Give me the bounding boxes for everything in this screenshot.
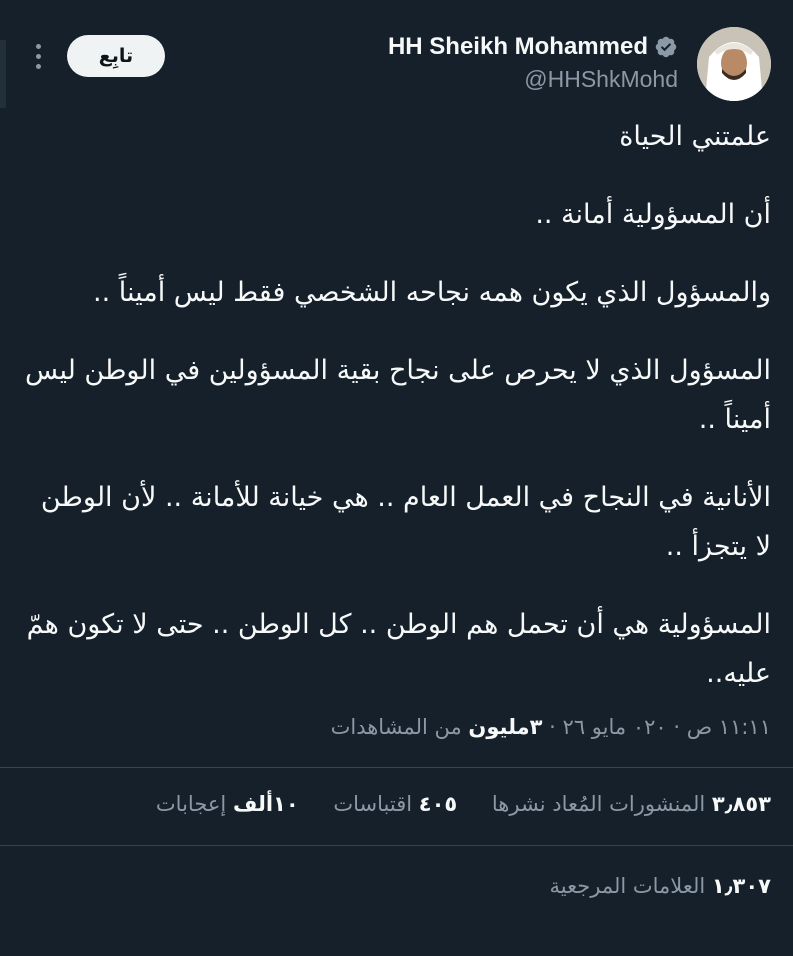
quotes-label: اقتباسات [333,792,413,816]
divider [0,845,793,846]
meta-separator: · [673,715,681,739]
tweet-paragraph: أن المسؤولية أمانة .. [535,199,771,230]
more-dot [36,64,41,69]
name-row [388,30,678,64]
follow-button[interactable]: تابِع [67,35,165,77]
bookmarks-stat[interactable] [550,866,771,906]
bookmarks-count: ١٫٣٠٧ [711,874,771,898]
more-dot [36,54,41,59]
quotes-count: ٤٠٥ [418,792,458,816]
meta-separator: · [549,715,556,739]
divider [0,767,793,768]
tweet-paragraph: المسؤول الذي لا يحرص على نجاح بقية المسؤولين في الوطن ليس أميناً .. [25,355,771,435]
display-name[interactable]: HH Sheikh Mohammed [387,33,648,60]
views-label: من المشاهدات [330,715,462,739]
bookmarks-label: العلامات المرجعية [549,874,706,898]
user-handle[interactable]: @HHShkMohd [524,66,678,92]
likes-count: ١٠ألف [232,792,299,816]
author-info[interactable] [388,30,678,93]
reposts-count: ٣٫٨٥٣ [711,792,771,816]
reposts-stat[interactable] [492,784,771,824]
avatar-image [697,27,771,101]
scroll-edge [0,40,6,108]
tweet-meta [21,707,771,747]
tweet-text [21,112,771,727]
more-vertical-icon [36,44,41,49]
quotes-stat[interactable] [333,784,457,824]
likes-stat[interactable] [156,784,299,824]
views-count: ٣مليون [468,715,543,739]
tweet-paragraph: المسؤولية هي أن تحمل هم الوطن .. كل الوطن .. حتى لا تكون همّ عليه.. [26,609,771,689]
tweet-paragraph: علمتني الحياة [619,121,771,152]
tweet-date[interactable]: ٠٢٠ مايو ٢٦ [562,715,667,739]
avatar[interactable] [697,27,771,101]
verified-badge-icon [654,35,678,59]
tweet-paragraph: والمسؤول الذي يكون همه نجاحه الشخصي فقط ليس أميناً .. [92,277,771,308]
tweet-paragraph: الأنانية في النجاح في العمل العام .. هي خيانة للأمانة .. لأن الوطن لا يتجزأ .. [40,482,771,562]
likes-label: إعجابات [155,792,227,816]
engagement-stats [128,784,771,824]
reposts-label: المنشورات المُعاد نشرها [491,792,706,816]
tweet-time[interactable]: ١١:١١ ص [686,715,771,739]
bookmarks-stats [522,866,771,906]
more-options-button[interactable] [26,40,50,72]
